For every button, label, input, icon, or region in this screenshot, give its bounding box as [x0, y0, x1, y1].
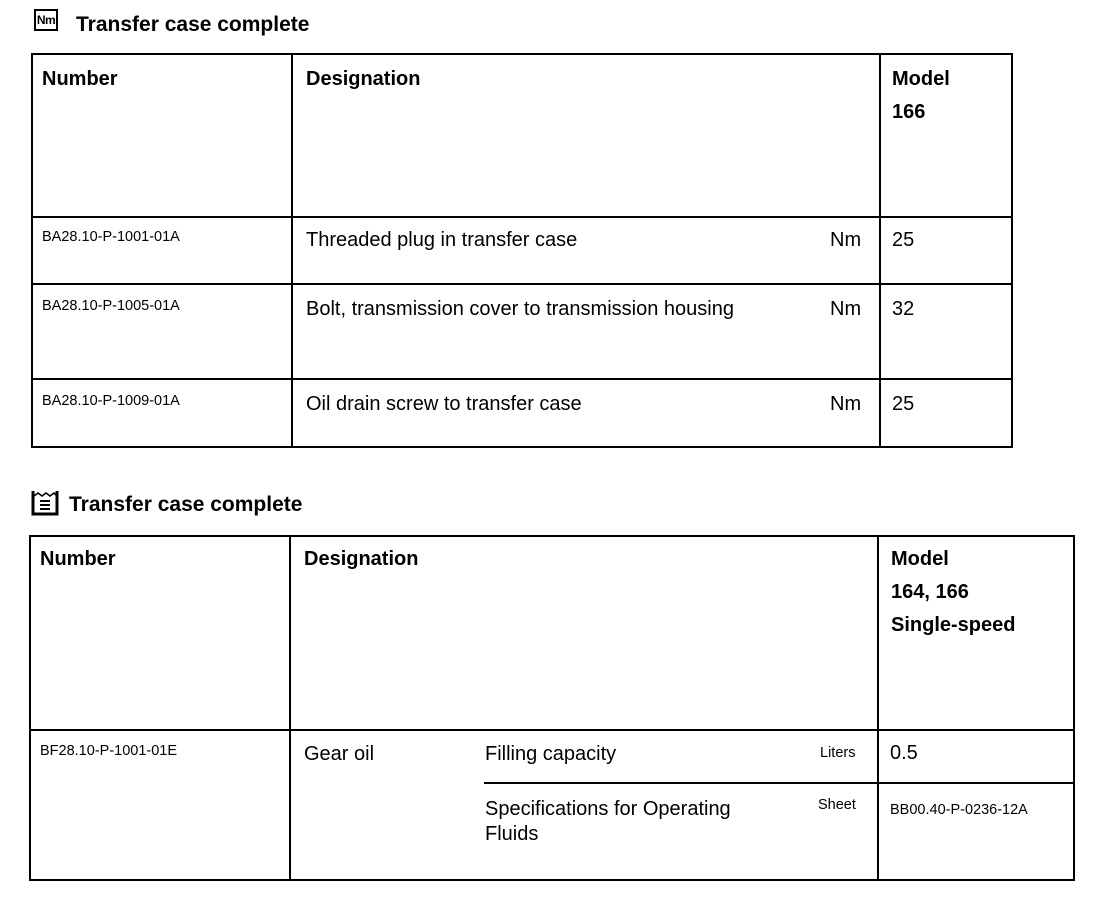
model-variant: Single-speed	[891, 614, 1016, 636]
fluid-container-icon	[30, 488, 60, 518]
fluid-type: Gear oil	[304, 743, 375, 765]
column-header-model: Model	[892, 68, 950, 90]
fill-value: 0.5	[890, 742, 918, 764]
unit-label: Nm	[830, 393, 862, 415]
document-number: BA28.10-P-1005-01A	[42, 298, 180, 314]
torque-value: 25	[892, 229, 915, 251]
designation-text: Threaded plug in transfer case	[306, 229, 578, 251]
section-title: Transfer case complete	[69, 493, 303, 516]
designation-text: Specifications for Operating Fluids	[485, 798, 731, 845]
column-header-number: Number	[42, 68, 118, 90]
column-header-designation: Designation	[304, 548, 419, 570]
column-header-number: Number	[40, 548, 116, 570]
unit-label: Nm	[830, 229, 862, 251]
unit-label: Liters	[820, 745, 856, 761]
model-number: 164, 166	[891, 581, 969, 603]
column-header-designation: Designation	[306, 68, 421, 90]
designation-text: Filling capacity	[485, 743, 617, 765]
model-number: 166	[892, 101, 926, 123]
column-header-model: Model	[891, 548, 949, 570]
unit-label: Sheet	[818, 797, 856, 813]
unit-label: Nm	[830, 298, 862, 320]
designation-text: Oil drain screw to transfer case	[306, 393, 582, 415]
designation-text: Bolt, transmission cover to transmission housing	[306, 298, 734, 320]
section-title: Transfer case complete	[76, 13, 310, 36]
torque-icon: Nm	[34, 9, 58, 31]
torque-value: 25	[892, 393, 915, 415]
document-number: BA28.10-P-1009-01A	[42, 393, 180, 409]
sheet-reference: BB00.40-P-0236-12A	[890, 802, 1028, 818]
document-number: BF28.10-P-1001-01E	[40, 743, 178, 759]
document-number: BA28.10-P-1001-01A	[42, 229, 180, 245]
torque-value: 32	[892, 298, 915, 320]
